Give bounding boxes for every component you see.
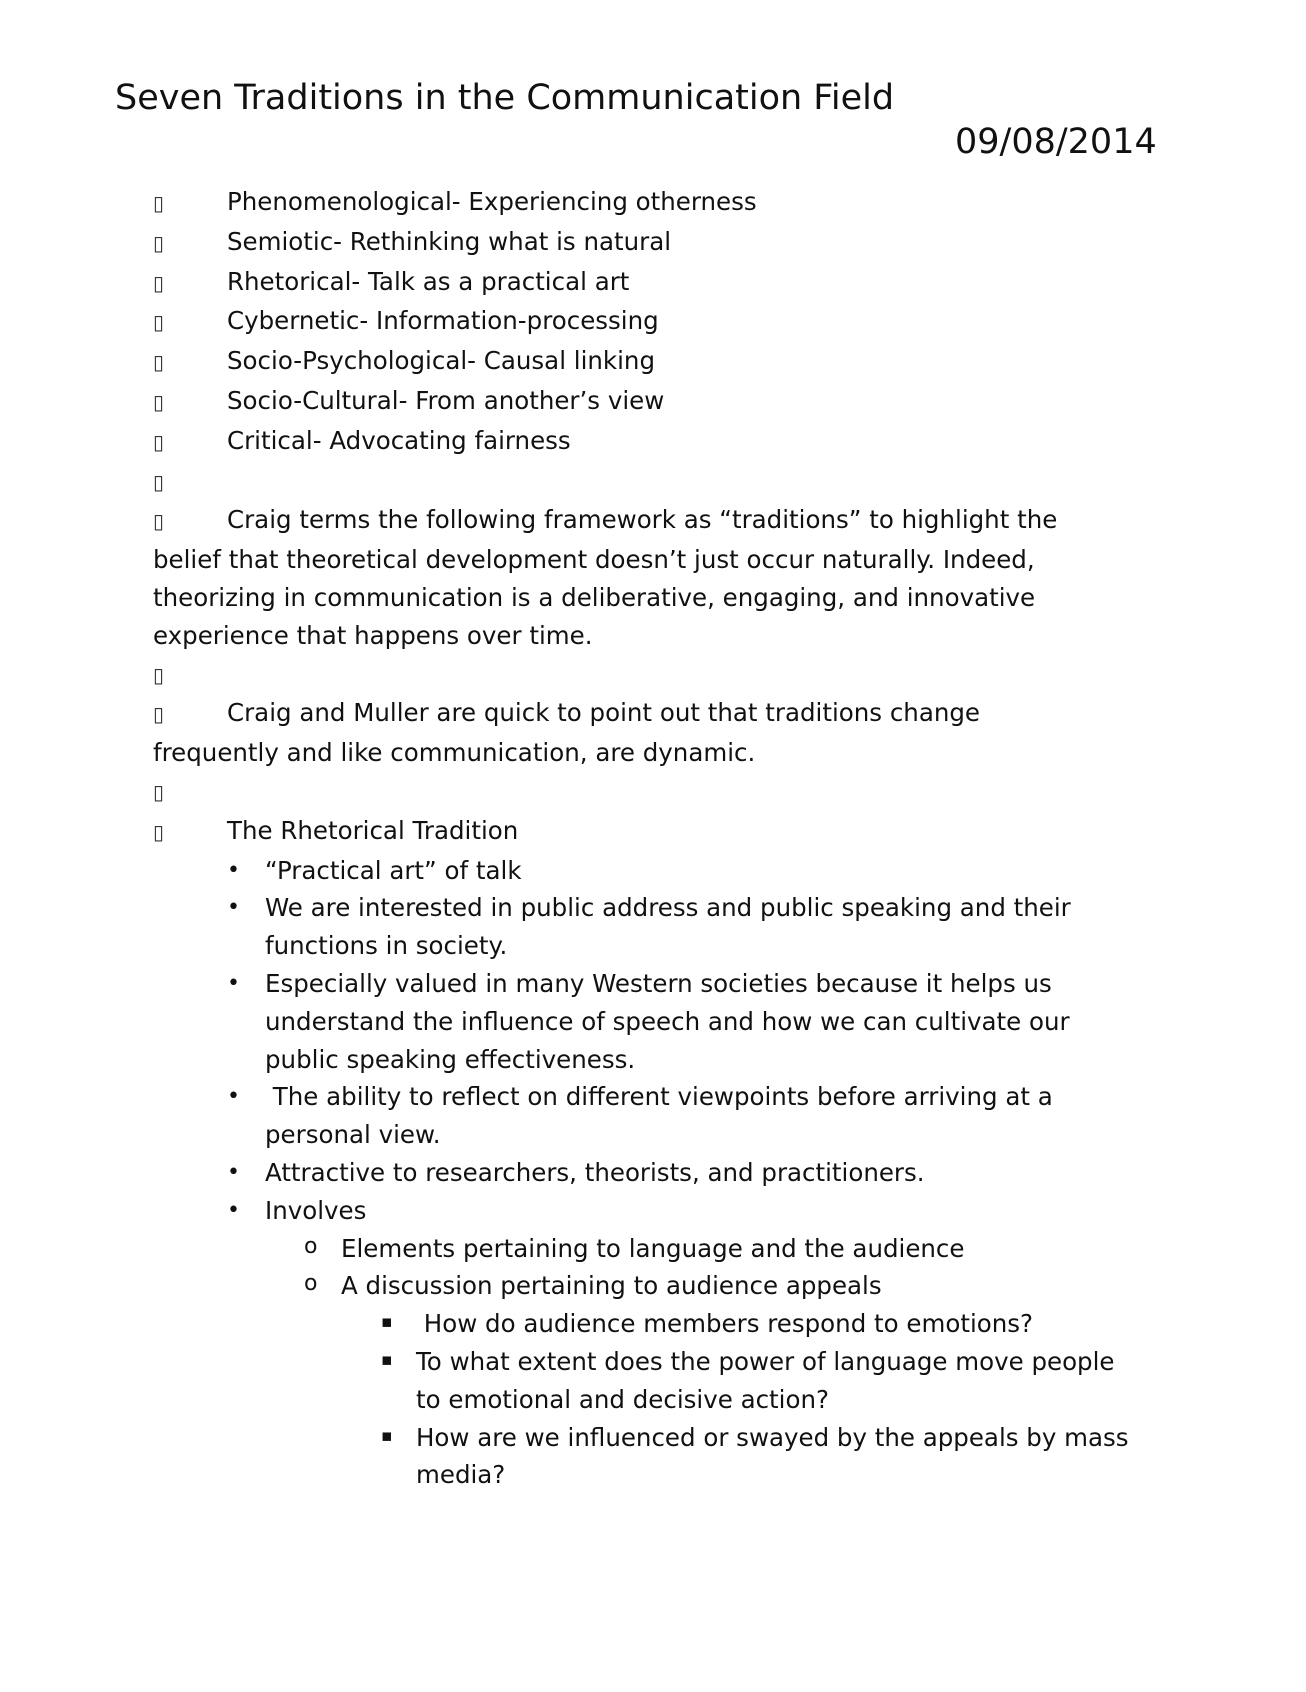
bullet-text: Attractive to researchers, theorists, and practitioners.	[265, 1157, 925, 1187]
missing-glyph-icon: ▯	[153, 662, 165, 687]
missing-glyph-icon: ▯	[153, 389, 165, 414]
bullet-icon: •	[227, 1159, 240, 1185]
paragraph-text: Craig and Muller are quick to point out that traditions change frequently and like communication, are dynamic.	[153, 698, 980, 768]
document-date: 09/08/2014	[955, 122, 1157, 162]
sub-bullet-item	[153, 1230, 1143, 1268]
empty-line	[153, 462, 1113, 502]
bullet-icon: •	[227, 895, 240, 921]
bullet-item	[153, 1192, 1143, 1230]
sub-bullet-item	[153, 1267, 1143, 1305]
sub-bullet-text: Elements pertaining to language and the audience	[341, 1233, 965, 1263]
bullet-icon: •	[227, 1197, 240, 1223]
missing-glyph-icon: ▯	[153, 270, 165, 295]
bullet-item	[153, 852, 1143, 890]
sub-sub-bullet-text: How do audience members respond to emotions?	[416, 1309, 1034, 1339]
paragraph	[153, 694, 1113, 772]
list-item-text: Critical- Advocating fairness	[227, 425, 571, 455]
missing-glyph-icon: ▯	[153, 509, 165, 534]
bullet-icon: •	[227, 970, 240, 996]
section-heading-text: The Rhetorical Tradition	[227, 815, 519, 845]
circle-bullet-icon: o	[304, 1233, 318, 1259]
square-bullet-icon: ▪	[381, 1349, 393, 1370]
list-item	[153, 183, 1113, 223]
paragraph-text: Craig terms the following framework as “traditions” to highlight the belief that theoretical development doesn’t just occur naturally. Indeed, theorizing in communication is a deliberative, engaging, and innovative experience that happens over time.	[153, 505, 1058, 650]
square-bullet-icon: ▪	[381, 1425, 393, 1446]
sub-sub-bullet-item	[153, 1343, 1143, 1419]
missing-glyph-icon: ▯	[153, 469, 165, 494]
list-item-text: Socio-Psychological- Causal linking	[227, 346, 656, 376]
list-item	[153, 223, 1113, 263]
list-item-text: Phenomenological- Experiencing otherness	[227, 187, 757, 216]
sub-sub-bullet-item	[153, 1305, 1143, 1343]
missing-glyph-icon: ▯	[153, 310, 165, 335]
paragraph	[153, 501, 1113, 654]
list-item	[153, 382, 1113, 422]
list-item	[153, 263, 1113, 303]
bullet-item	[153, 965, 1143, 1078]
bullet-icon: •	[227, 857, 240, 883]
section-heading	[153, 812, 1113, 852]
document-body	[153, 183, 1129, 1494]
bullet-text: “Practical art” of talk	[265, 855, 522, 885]
sub-bullet-text: A discussion pertaining to audience appeals	[341, 1271, 882, 1301]
sub-sub-bullet-text: To what extent does the power of language move people to emotional and decisive action?	[416, 1346, 1115, 1414]
bullet-item	[153, 1078, 1143, 1154]
list-item-text: Semiotic- Rethinking what is natural	[227, 226, 672, 256]
missing-glyph-icon: ▯	[153, 230, 165, 255]
bullet-text: Especially valued in many Western societies because it helps us understand the influence of speech and how we can cultivate our public speaking effectiveness.	[265, 968, 1070, 1074]
sub-sub-bullet-text: How are we influenced or swayed by the appeals by mass media?	[416, 1422, 1129, 1490]
bullet-text: Involves	[265, 1195, 367, 1225]
list-item-text: Cybernetic- Information-processing	[227, 306, 659, 336]
missing-glyph-icon: ▯	[153, 819, 165, 844]
missing-glyph-icon: ▯	[153, 779, 165, 804]
empty-line	[153, 772, 1113, 812]
missing-glyph-icon: ▯	[153, 191, 165, 215]
document-title: Seven Traditions in the Communication Field	[115, 78, 895, 118]
bullet-icon: •	[227, 1084, 240, 1110]
missing-glyph-icon: ▯	[153, 702, 165, 727]
missing-glyph-icon: ▯	[153, 350, 165, 375]
bullet-text: We are interested in public address and public speaking and their functions in society.	[265, 893, 1071, 961]
list-item	[153, 342, 1113, 382]
empty-line	[153, 655, 1113, 695]
sub-sub-bullet-item	[153, 1419, 1143, 1495]
list-item	[153, 302, 1113, 342]
square-bullet-icon: ▪	[381, 1312, 393, 1333]
bullet-item	[153, 1154, 1143, 1192]
list-item-text: Socio-Cultural- From another’s view	[227, 385, 665, 415]
bullet-text: The ability to reflect on different viewpoints before arriving at a personal view.	[265, 1082, 1061, 1150]
missing-glyph-icon: ▯	[153, 429, 165, 454]
list-item	[153, 422, 1113, 462]
list-item-text: Rhetorical- Talk as a practical art	[227, 266, 630, 296]
bullet-item	[153, 889, 1143, 965]
circle-bullet-icon: o	[304, 1271, 318, 1297]
